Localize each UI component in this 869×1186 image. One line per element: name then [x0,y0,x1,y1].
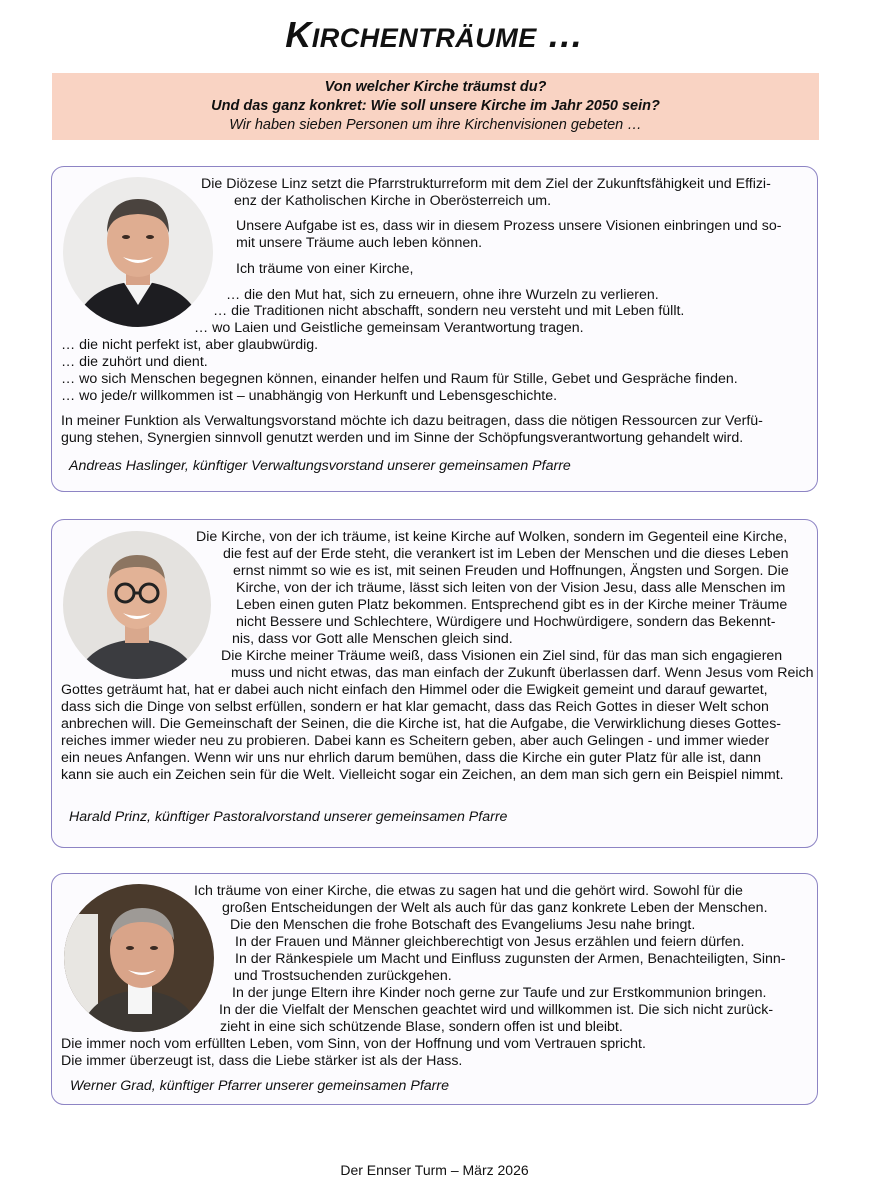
card2-line: Die Kirche, von der ich träume, ist keine Kirche auf Wolken, sondern im Gegenteil eine Kirche, [196,529,788,545]
title-ellipsis: … [536,14,584,55]
card2-line: Gottes geträumt hat, hat er dabei auch nicht einfach den Himmel oder die Ewigkeit gemeint und darauf gewartet, [61,682,768,698]
portrait-grad [64,884,214,1032]
card2-line: nis, dass vor Gott alle Menschen gleich sind. [232,631,513,647]
signature-haslinger: Andreas Haslinger, künftiger Verwaltungsvorstand unserer gemeinsamen Pfarre [69,458,571,474]
card2-line: Leben einen guten Platz bekommen. Entsprechend gibt es in der Kirche meiner Träume [236,597,788,613]
card1-line: gung stehen, Synergien sinnvoll genutzt werden und im Sinne der Schöpfungsverantwortung gehandelt wird. [61,430,744,446]
card2-line: anbrechen will. Die Gemeinschaft der Seinen, die die Kirche ist, hat die Aufgabe, die Verwirklichung dieses Gottes- [61,716,782,732]
card1-line: … die zuhört und dient. [61,354,208,370]
card1-line: … die den Mut hat, sich zu erneuern, ohne ihre Wurzeln zu verlieren. [226,287,659,303]
card2-line: Die Kirche meiner Träume weiß, dass Visionen ein Ziel sind, für das man sich engagieren [221,648,783,664]
card1-line: … die Traditionen nicht abschafft, sondern neu versteht und mit Leben füllt. [213,303,685,319]
card2-line: die fest auf der Erde steht, die verankert ist im Leben der Menschen und die dieses Leben [223,546,789,562]
portrait-prinz [63,531,211,679]
page-title [0,14,869,56]
card1-line: … wo sich Menschen begegnen können, einander helfen und Raum für Stille, Gebet und Gespräche finden. [61,371,738,387]
card1-line: … die nicht perfekt ist, aber glaubwürdig. [61,337,319,353]
title-initial: K [285,14,312,55]
intro-note: Wir haben sieben Personen um ihre Kirchenvisionen gebeten … [229,117,642,133]
portrait-prinz-image [63,531,211,679]
card3-line: Die den Menschen die frohe Botschaft des Evangeliums Jesu nahe bringt. [230,917,696,933]
card1-line: Die Diözese Linz setzt die Pfarrstrukturreform mit dem Ziel der Zukunftsfähigkeit und Effizi- [201,176,771,192]
card3-line: zieht in eine sich schützende Blase, sondern offen ist und bleibt. [220,1019,623,1035]
card2-line: dass sich die Dinge von selbst erfüllen, sondern er hat klar gemacht, dass das Reich Gottes in dieser Welt schon [61,699,769,715]
card2-line: kann sie auch ein Zeichen sein für die Welt. Vielleicht sogar ein Zeichen, an dem man sich gern ein Beispiel nimmt. [61,767,784,783]
card3-line: In der Ränkespiele um Macht und Einfluss zugunsten der Armen, Benachteiligten, Sinn- [235,951,786,967]
portrait-haslinger-image [63,177,213,327]
card2-line: Kirche, von der ich träume, lässt sich leiten von der Vision Jesu, dass alle Menschen im [236,580,786,596]
signature-prinz: Harald Prinz, künftiger Pastoralvorstand unserer gemeinsamen Pfarre [69,809,508,825]
signature-grad: Werner Grad, künftiger Pfarrer unserer gemeinsamen Pfarre [70,1078,450,1094]
portrait-haslinger [63,177,213,327]
title-rest: IRCHENTRÄUME [311,23,537,53]
card1-line: enz der Katholischen Kirche in Oberösterreich um. [234,193,552,209]
card1-line: … wo jede/r willkommen ist – unabhängig von Herkunft und Lebensgeschichte. [61,388,558,404]
intro-box [52,73,819,140]
portrait-grad-image [64,884,214,1032]
card3-line: Die immer noch vom erfüllten Leben, vom Sinn, von der Hoffnung und vom Vertrauen spricht. [61,1036,646,1052]
vision-card-grad [51,873,818,1105]
vision-card-prinz [51,519,818,848]
card1-line: In meiner Funktion als Verwaltungsvorstand möchte ich dazu beitragen, dass die nötigen Ressourcen zur Verfü- [61,413,763,429]
card1-line: … wo Laien und Geistliche gemeinsam Verantwortung tragen. [194,320,584,336]
intro-question-1: Von welcher Kirche träumst du? [324,79,547,95]
card3-line: Ich träume von einer Kirche, die etwas zu sagen hat und die gehört wird. Sowohl für die [194,883,743,899]
intro-question-2: Und das ganz konkret: Wie soll unsere Kirche im Jahr 2050 sein? [211,98,660,114]
card2-line: nicht Bessere und Schlechtere, Würdigere und Hochwürdigere, sondern das Bekennt- [236,614,776,630]
card3-line: In der Frauen und Männer gleichberechtigt von Jesus erzählen und feiern dürfen. [235,934,745,950]
card3-line: und Trostsuchenden zurückgehen. [234,968,452,984]
page-footer: Der Ennser Turm – März 2026 [340,1162,529,1178]
card3-line: großen Entscheidungen der Welt als auch für das ganz konkrete Leben der Menschen. [222,900,768,916]
card3-line: Die immer überzeugt ist, dass die Liebe stärker ist als der Hass. [61,1053,463,1069]
vision-card-haslinger [51,166,818,492]
card1-line: Ich träume von einer Kirche, [236,261,414,277]
card2-line: ernst nimmt so wie es ist, mit seinen Freuden und Hoffnungen, Ängsten und Sorgen. Die [233,563,789,579]
card2-line: muss und nicht etwas, das man einfach der Zukunft überlassen darf. Wenn Jesus vom Reich [231,665,814,681]
card1-line: Unsere Aufgabe ist es, dass wir in diesem Prozess unsere Visionen einbringen und so- [236,218,782,234]
card3-line: In der die Vielfalt der Menschen geachtet wird und willkommen ist. Die sich nicht zurück- [219,1002,774,1018]
card3-line: In der junge Eltern ihre Kinder noch gerne zur Taufe und zur Erstkommunion bringen. [232,985,767,1001]
card2-line: reiches immer wieder neu zu probieren. Dabei kann es Scheitern geben, aber auch Gelingen - und immer wieder [61,733,770,749]
card1-line: mit unsere Träume auch leben können. [236,235,483,251]
card2-line: ein neues Anfangen. Wenn wir uns nur ehrlich darum bemühen, dass die Kirche ein guter Platz für alle ist, dann [61,750,762,766]
